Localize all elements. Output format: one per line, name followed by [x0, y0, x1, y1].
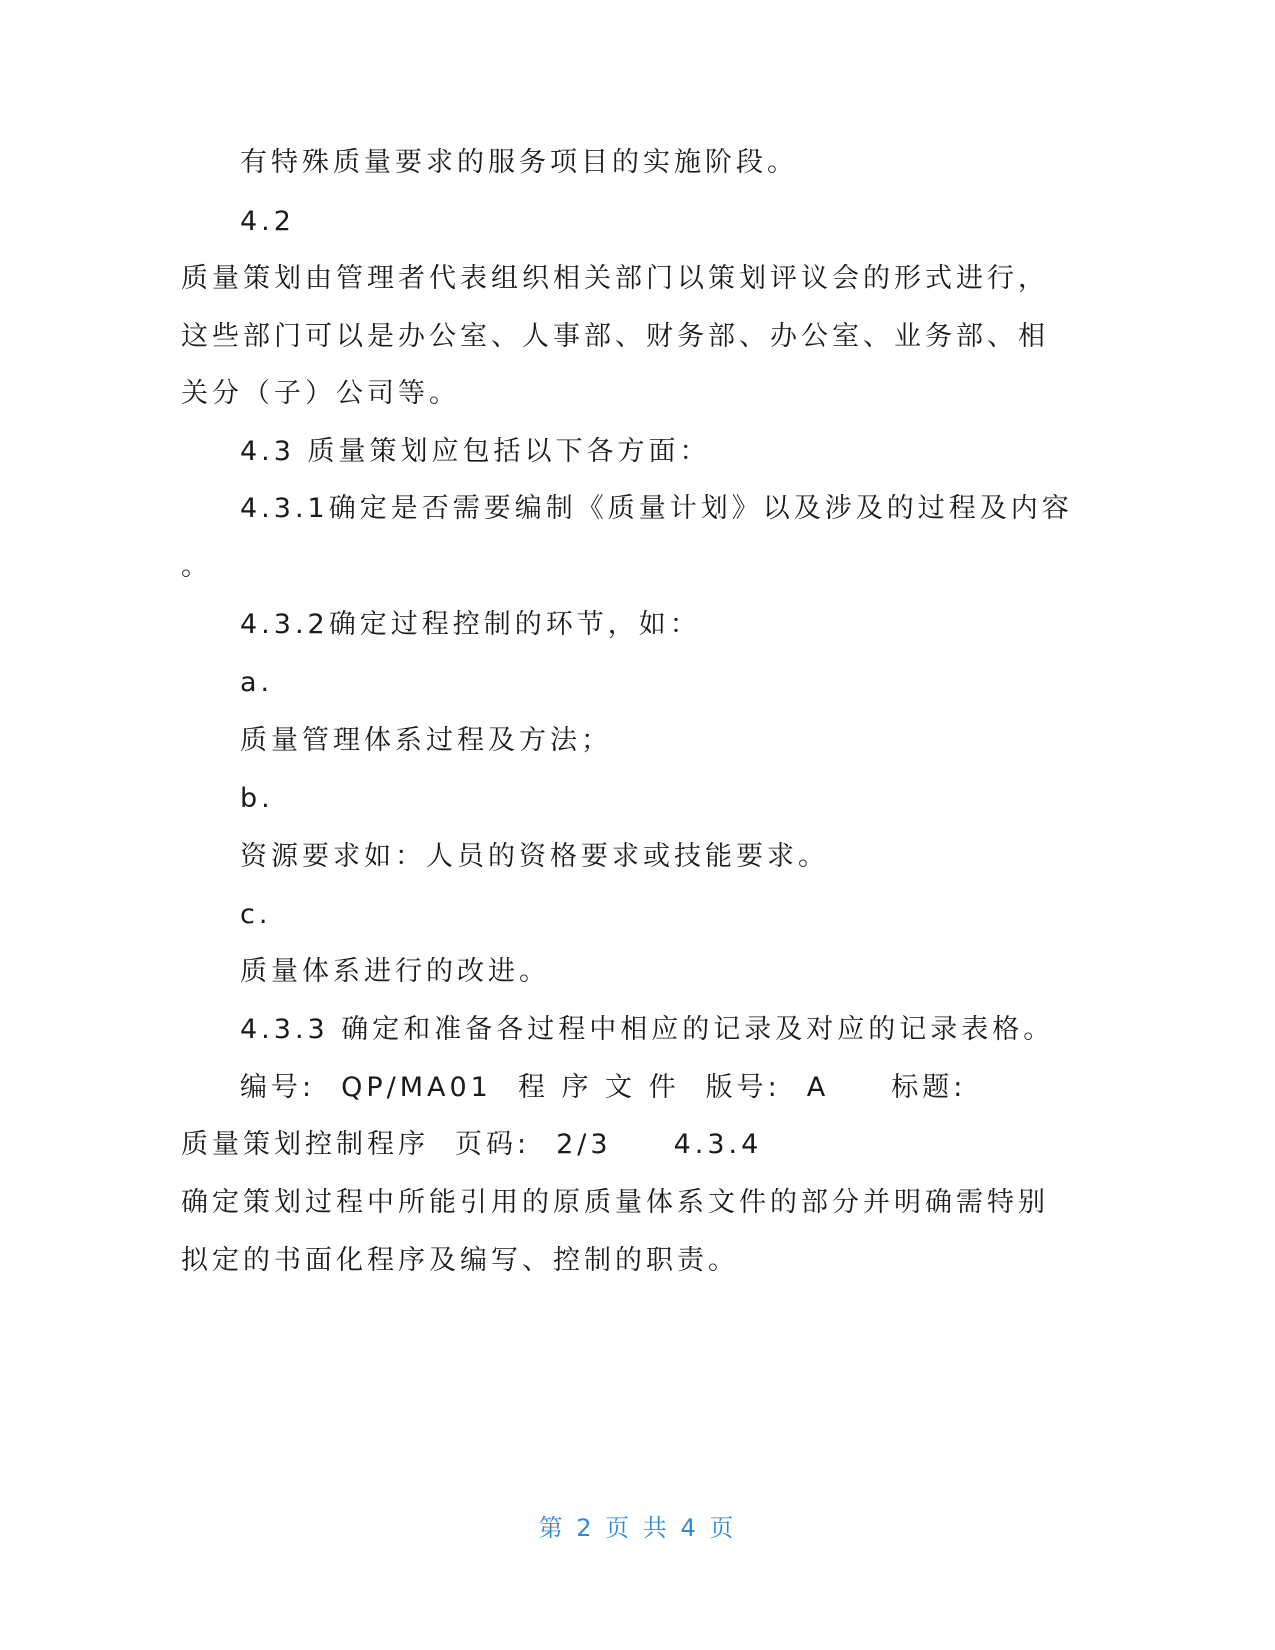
- paragraph-line: 拟定的书面化程序及编写、控制的职责。: [181, 1245, 739, 1276]
- paragraph-line: 。: [181, 551, 212, 582]
- paragraph-line: 4.3.1确定是否需要编制《质量计划》以及涉及的过程及内容: [240, 493, 1073, 524]
- paragraph-line: 确定策划过程中所能引用的原质量体系文件的部分并明确需特别: [181, 1187, 1049, 1218]
- version-label: 版号:: [705, 1072, 781, 1103]
- list-marker: c.: [240, 899, 272, 930]
- title-value: 质量策划控制程序: [181, 1129, 429, 1160]
- list-marker: a.: [240, 667, 274, 698]
- paragraph-line: 4.3.2确定过程控制的环节，如：: [240, 609, 701, 640]
- list-marker: b.: [240, 783, 274, 814]
- title-label: 标题:: [891, 1072, 967, 1103]
- list-item: 资源要求如：人员的资格要求或技能要求。: [240, 841, 829, 872]
- code-label: 编号:: [240, 1072, 316, 1103]
- doc-type: 程 序 文 件: [517, 1072, 680, 1103]
- paragraph-line: 关分（子）公司等。: [181, 378, 460, 409]
- list-item: 质量体系进行的改进。: [240, 956, 550, 987]
- version-value: A: [806, 1072, 830, 1103]
- paragraph-line: 这些部门可以是办公室、人事部、财务部、办公室、业务部、相: [181, 321, 1049, 352]
- page-value: 2/3: [556, 1129, 612, 1160]
- paragraph-line: 有特殊质量要求的服务项目的实施阶段。: [240, 147, 798, 178]
- document-header-info: [240, 1071, 966, 1105]
- paragraph-line: 质量策划由管理者代表组织相关部门以策划评议会的形式进行，: [181, 263, 1049, 294]
- page-footer: 第 2 页 共 4 页: [538, 1514, 737, 1542]
- section-number: 4.2: [240, 206, 295, 237]
- paragraph-line: 4.3.3 确定和准备各过程中相应的记录及对应的记录表格。: [240, 1014, 1055, 1045]
- list-item: 质量管理体系过程及方法；: [240, 725, 612, 756]
- document-header-info-cont: [181, 1128, 762, 1162]
- code-value: QP/MA01: [341, 1072, 492, 1103]
- section-heading: 4.3 质量策划应包括以下各方面：: [240, 436, 711, 467]
- section-number: 4.3.4: [673, 1129, 763, 1160]
- page-label: 页码:: [455, 1129, 531, 1160]
